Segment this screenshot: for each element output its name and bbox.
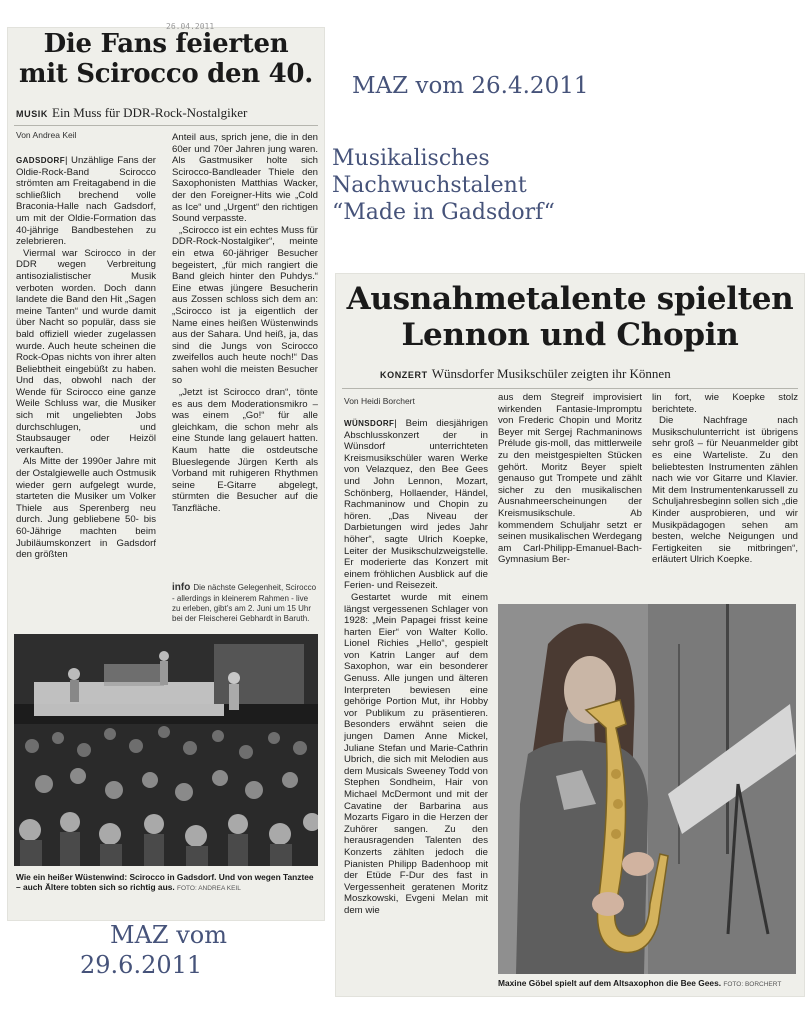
headline-line: Lennon und Chopin <box>401 316 739 353</box>
paragraph: Gestartet wurde mit einem längst vergessenen Schlager von 1928: „Mein Papagei frisst keine harten Eier“ von Walter Kollo. Lionel Richies „Hello“, gespielt von Katrin Langer auf dem Saxophon, war ein besonderer Genuss. Alle jungen und älteren Interpreten bewiesen eine gehörige Portion Mut, ihr Hobby vor Publikum zu präsentieren. Besonders erwähnt seien die jungen Damen Anne Mickel, Juliane Stefan und Marie-Cathrin Ubrich, die sich mit Melodien aus dem Musicals Sweeney Todd von Stephen Sondheim, Hair von Michael McDermont und mit der Cavatine der Barbarina aus Mozarts Figaro in die Herzen der Zuhörer sangen. Zu den herausragenden Talenten des Konzerts zählten jedoch die Pianisten Philipp Badenhoop mit der Etüde F-Dur des fast in Vergessenheit geratenen Moritz Moszkowski, Evgeni Melan mit dem wie <box>344 591 488 916</box>
headline-line: Ausnahmetalente spielten <box>346 281 794 317</box>
note-line: MAZ vom <box>110 921 227 949</box>
note-line: 29.6.2011 <box>80 951 203 979</box>
divider <box>342 388 798 389</box>
article2-column-2 <box>498 392 642 596</box>
note-line: “Made in Gadsdorf“ <box>332 199 555 225</box>
paragraph: Anteil aus, sprich jene, die in den 60er und 70er Jahren jung waren. Als Gastmusiker holte sich Scirocco-Bandleader Thiele den Saxophonisten Matthias Wacker, der den Foreigner-Hits wie „Cold as Ice“ und „Urgent“ den richtigen Sound verpasste. <box>172 132 318 225</box>
caption-scirocco <box>16 872 316 893</box>
dateline: WÜNSDORF <box>344 419 395 428</box>
subline-text: Ein Muss für DDR-Rock-Nostalgiker <box>52 105 248 120</box>
info-box: info Die nächste Gelegenheit, Scirocco - allerdings in kleinerem Rahmen - live zu erleben, gibt’s am 2. Juni um 15 Uhr bei der Fleischerei Gebhardt in Baruth. <box>172 582 317 623</box>
saxophone-player-image <box>498 604 796 974</box>
concert-photo <box>14 634 318 866</box>
paragraph: Als Mitte der 1990er Jahre mit der Ostalgiewelle auch Ostmusik wieder gern aufgelegt wurde, starteten die Musiker um Volker Thiele aus Sperenberg neu durch. Jung gebliebene 50- bis 60-Jährige machten beim Jubiläumskonzert in Gadsdorf den größten <box>16 456 156 561</box>
info-label: info <box>172 582 191 593</box>
concert-crowd-image <box>14 634 318 866</box>
kicker: KONZERT <box>380 370 428 380</box>
paragraph: „Jetzt ist Scirocco dran“, tönte es aus dem Moderationsmikro – was einem „Go!“ für alle gleichkam, die schon mehr als eine Stunde lang gelauert hatten. Kaum hatte die ostdeutsche Blueslegende Jürgen Kerth als Vorband mit ruhigeren Rhythmen seine E-Gitarre abgelegt, stürmten die Besucher auf die Tanzfläche. <box>172 387 318 514</box>
dateline: GADSDORF <box>16 156 65 165</box>
kicker: MUSIK <box>16 109 48 119</box>
note-maz-date-1: MAZ vom 26.4.2011 <box>352 73 589 99</box>
article1-column-1 <box>16 155 156 627</box>
byline: Von Heidi Borchert <box>344 396 415 406</box>
headline-musikschule <box>340 282 800 353</box>
article2-column-1 <box>344 418 488 994</box>
divider <box>14 125 318 126</box>
subline-scirocco <box>16 105 247 121</box>
photo-credit: FOTO: ANDREA KEIL <box>177 885 241 893</box>
caption-text: Wie ein heißer Wüstenwind: Scirocco in Gadsdorf. Und von wegen Tanztee – auch Ältere tobten sich so richtig aus. <box>16 872 314 893</box>
paragraph: lin fort, wie Koepke stolz berichtete. <box>652 392 798 415</box>
caption-musikschule <box>498 978 798 989</box>
note-line: Nachwuchstalent <box>332 172 527 198</box>
paragraph: „Scirocco ist ein echtes Muss für DDR-Rock-Nostalgiker“, meinte ein etwa 60-jähriger Besucher begeistert, „für mich rangiert die Band gleich hinter den Puhdys.“ Eine etwas jüngere Besucherin aus Zossen schloss sich dem an: „Scirocco ist ja eigentlich der Name eines heißen Wüstenwinds aus der Sahara. Und heiß, ja, das sind die Jungs von Scirocco zweifellos auch heute noch!“ Das sahen wohl die meisten Besucher so <box>172 224 318 387</box>
headline-line: mit Scirocco den 40. <box>19 58 313 89</box>
paragraph: aus dem Stegreif improvisiert wirkenden Fantasie-Impromptu von Frederic Chopin und Moritz Beyer mit Sergej Rachmaninows Prélude gis-moll, das mittlerweile zu den meistgespielten Stücken gehört. Moritz Beyer spielt genauso gut Trompete und zählt sicher zu den musikalischen Ausnahmeerscheinungen der Kreismusikschule. Ab kommendem Schuljahr setzt er seinen musikalischen Werdegang am Carl-Philipp-Emanuel-Bach-Gymnasium Ber- <box>498 392 642 566</box>
paragraph: Viermal war Scirocco in der DDR wegen Verbreitung antisozialistischer Musik verboten worden. Doch dann landete die Band den Hit „Sagen meine Tanten“ und wurde damit über Nacht so populär, dass sie bald offiziell wieder zugelassen wurde. Auch heute scheinen die Rock-Opas nichts von ihrer alten Beliebtheit eingebüßt zu haben. Und das, obwohl nach der Wende für Scirocco eine ganze Weile Schluss war, die Musiker sich mit ungeliebten Jobs durchschlugen, und Staubsauger oder Heizöl verkauften. <box>16 247 156 456</box>
note-musical-talent <box>332 146 555 226</box>
subline-musikschule <box>380 366 671 382</box>
article1-column-2 <box>172 132 318 580</box>
headline-scirocco <box>14 30 318 90</box>
note-line: Musikalisches <box>332 146 490 171</box>
paragraph: WÜNSDORF| Beim diesjährigen Abschlusskonzert der in Wünsdorf unterrichteten Kreismusikschüler waren Werke von Velazquez, den Bee Gees und John Lennon, Mozart, Schönberg, Hollaender, Händel, Rachmaninow und Chopin zu hören. „Das Niveau der Darbietungen wird jedes Jahr höher“, sagte Ulrich Koepke, Leiter der Musikschulzweigstelle. Er moderierte das Konzert mit einem fröhlichen Ausblick auf die Ferien- und Reisezeit. <box>344 418 488 592</box>
paragraph: Die Nachfrage nach Musikschulunterricht ist übrigens sehr groß – für Neuanmelder gibt es eine Warteliste. Zu den beliebtesten Instrumenten zählen nach wie vor Gitarre und Klavier. Mit dem Instrumentenkarussell zu Schuljahresbeginn sollen sich „die Kinder ausprobieren, und wir Musikpädagogen sehen am besten, welche Neigungen und Fertigkeiten sie mitbringen“, erläutert Ulrich Koepke. <box>652 415 798 566</box>
note-maz-date-2 <box>80 920 227 980</box>
saxophone-photo <box>498 604 796 974</box>
article2-column-3 <box>652 392 798 596</box>
caption-text: Maxine Göbel spielt auf dem Altsaxophon die Bee Gees. <box>498 978 722 988</box>
photo-credit: FOTO: BORCHERT <box>723 981 782 988</box>
subline-text: Wünsdorfer Musikschüler zeigten ihr Können <box>431 366 671 381</box>
handwritten-date: 26.04.2011 <box>166 22 215 31</box>
byline: Von Andrea Keil <box>16 130 77 140</box>
paragraph: GADSDORF| Unzählige Fans der Oldie-Rock-Band Scirocco strömten am Freitagabend in die schließlich brechend volle Braconia-Halle nach Gadsdorf, um mit der Oldie-Formation das 40-jährige Bandbestehen zu zelebrieren. <box>16 155 156 248</box>
headline-line: Die Fans feierten <box>43 29 289 59</box>
